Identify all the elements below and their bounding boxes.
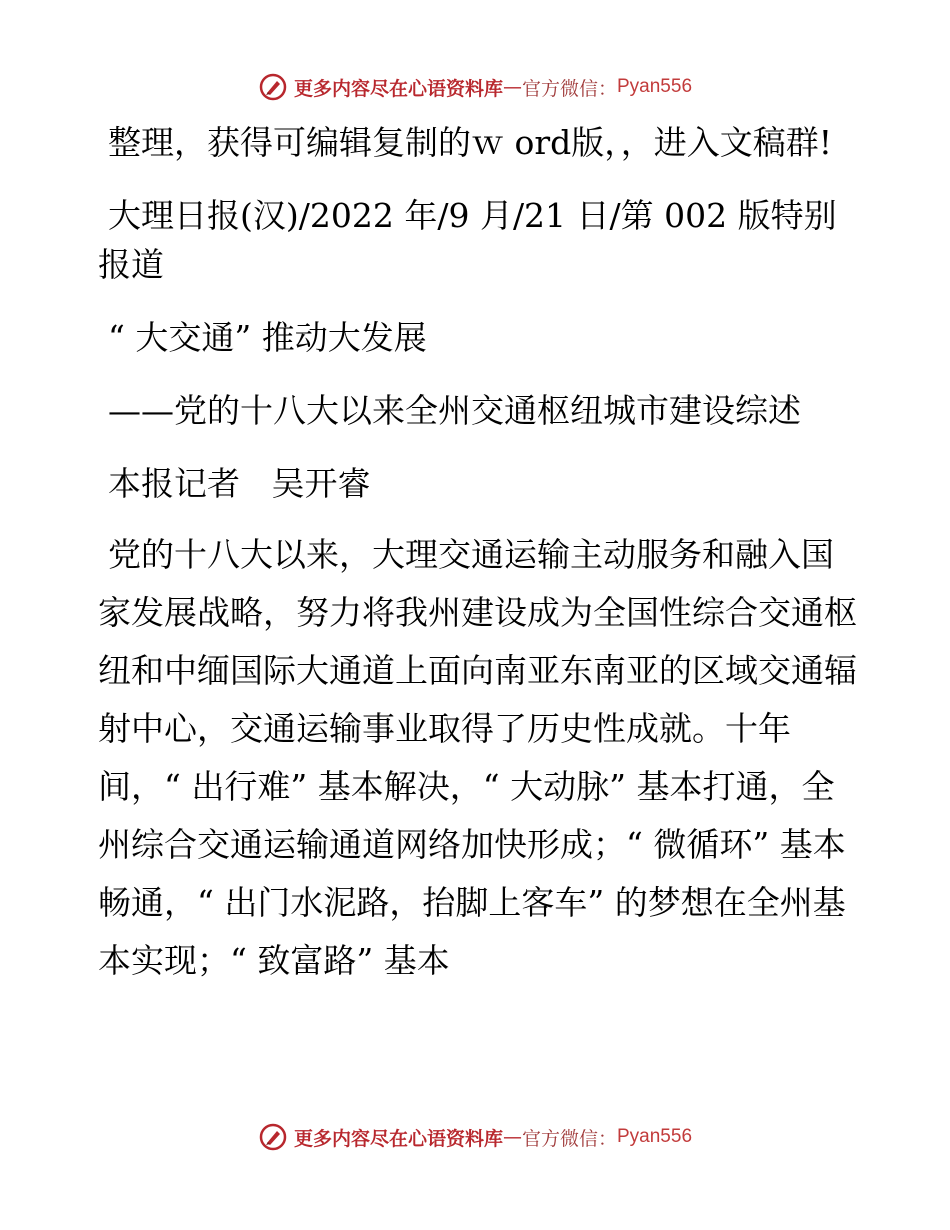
pen-logo-icon bbox=[258, 72, 288, 102]
header-watermark bbox=[0, 72, 950, 102]
paragraph-intro: 整理，获得可编辑复制的ｗ ord版，，进入文稿群! bbox=[108, 123, 833, 162]
watermark-wechat-id: Pyan556 bbox=[617, 76, 693, 97]
watermark-wechat-label: 官方微信： bbox=[521, 77, 617, 100]
watermark-text: 更多内容尽在心语资料库 bbox=[293, 1127, 503, 1150]
paragraph-source: 大理日报(汉)/2022 年/9 月/21 日/第 002 版特别报道 bbox=[98, 196, 837, 284]
footer-watermark bbox=[0, 1122, 950, 1152]
document-body bbox=[98, 118, 858, 1014]
pen-logo-icon bbox=[258, 1122, 288, 1152]
article-byline: 本报记者 吴开睿 bbox=[108, 464, 371, 503]
article-subtitle: ——党的十八大以来全州交通枢纽城市建设综述 bbox=[108, 391, 801, 430]
watermark-text: 更多内容尽在心语资料库 bbox=[293, 77, 503, 100]
watermark-wechat-id: Pyan556 bbox=[617, 1126, 693, 1147]
article-title: “ 大交通” 推动大发展 bbox=[108, 318, 427, 357]
watermark-dash: — bbox=[502, 76, 522, 98]
watermark-wechat-label: 官方微信： bbox=[521, 1127, 617, 1150]
article-body-paragraph: 党的十八大以来，大理交通运输主动服务和融入国家发展战略，努力将我州建设成为全国性综合交通枢纽和中缅国际大通道上面向南亚东南亚的区域交通辐射中心，交通运输事业取得了历史性成就。十年间，“ 出行难” 基本解决，“ 大动脉” 基本打通，全州综合交通运输通道网络加快形成；“ 微循环” 基本畅通，“ 出门水泥路，抬脚上客车” 的梦想在全州基本实现；“ 致富路” 基本 bbox=[98, 535, 857, 980]
watermark-dash: — bbox=[502, 1126, 522, 1148]
